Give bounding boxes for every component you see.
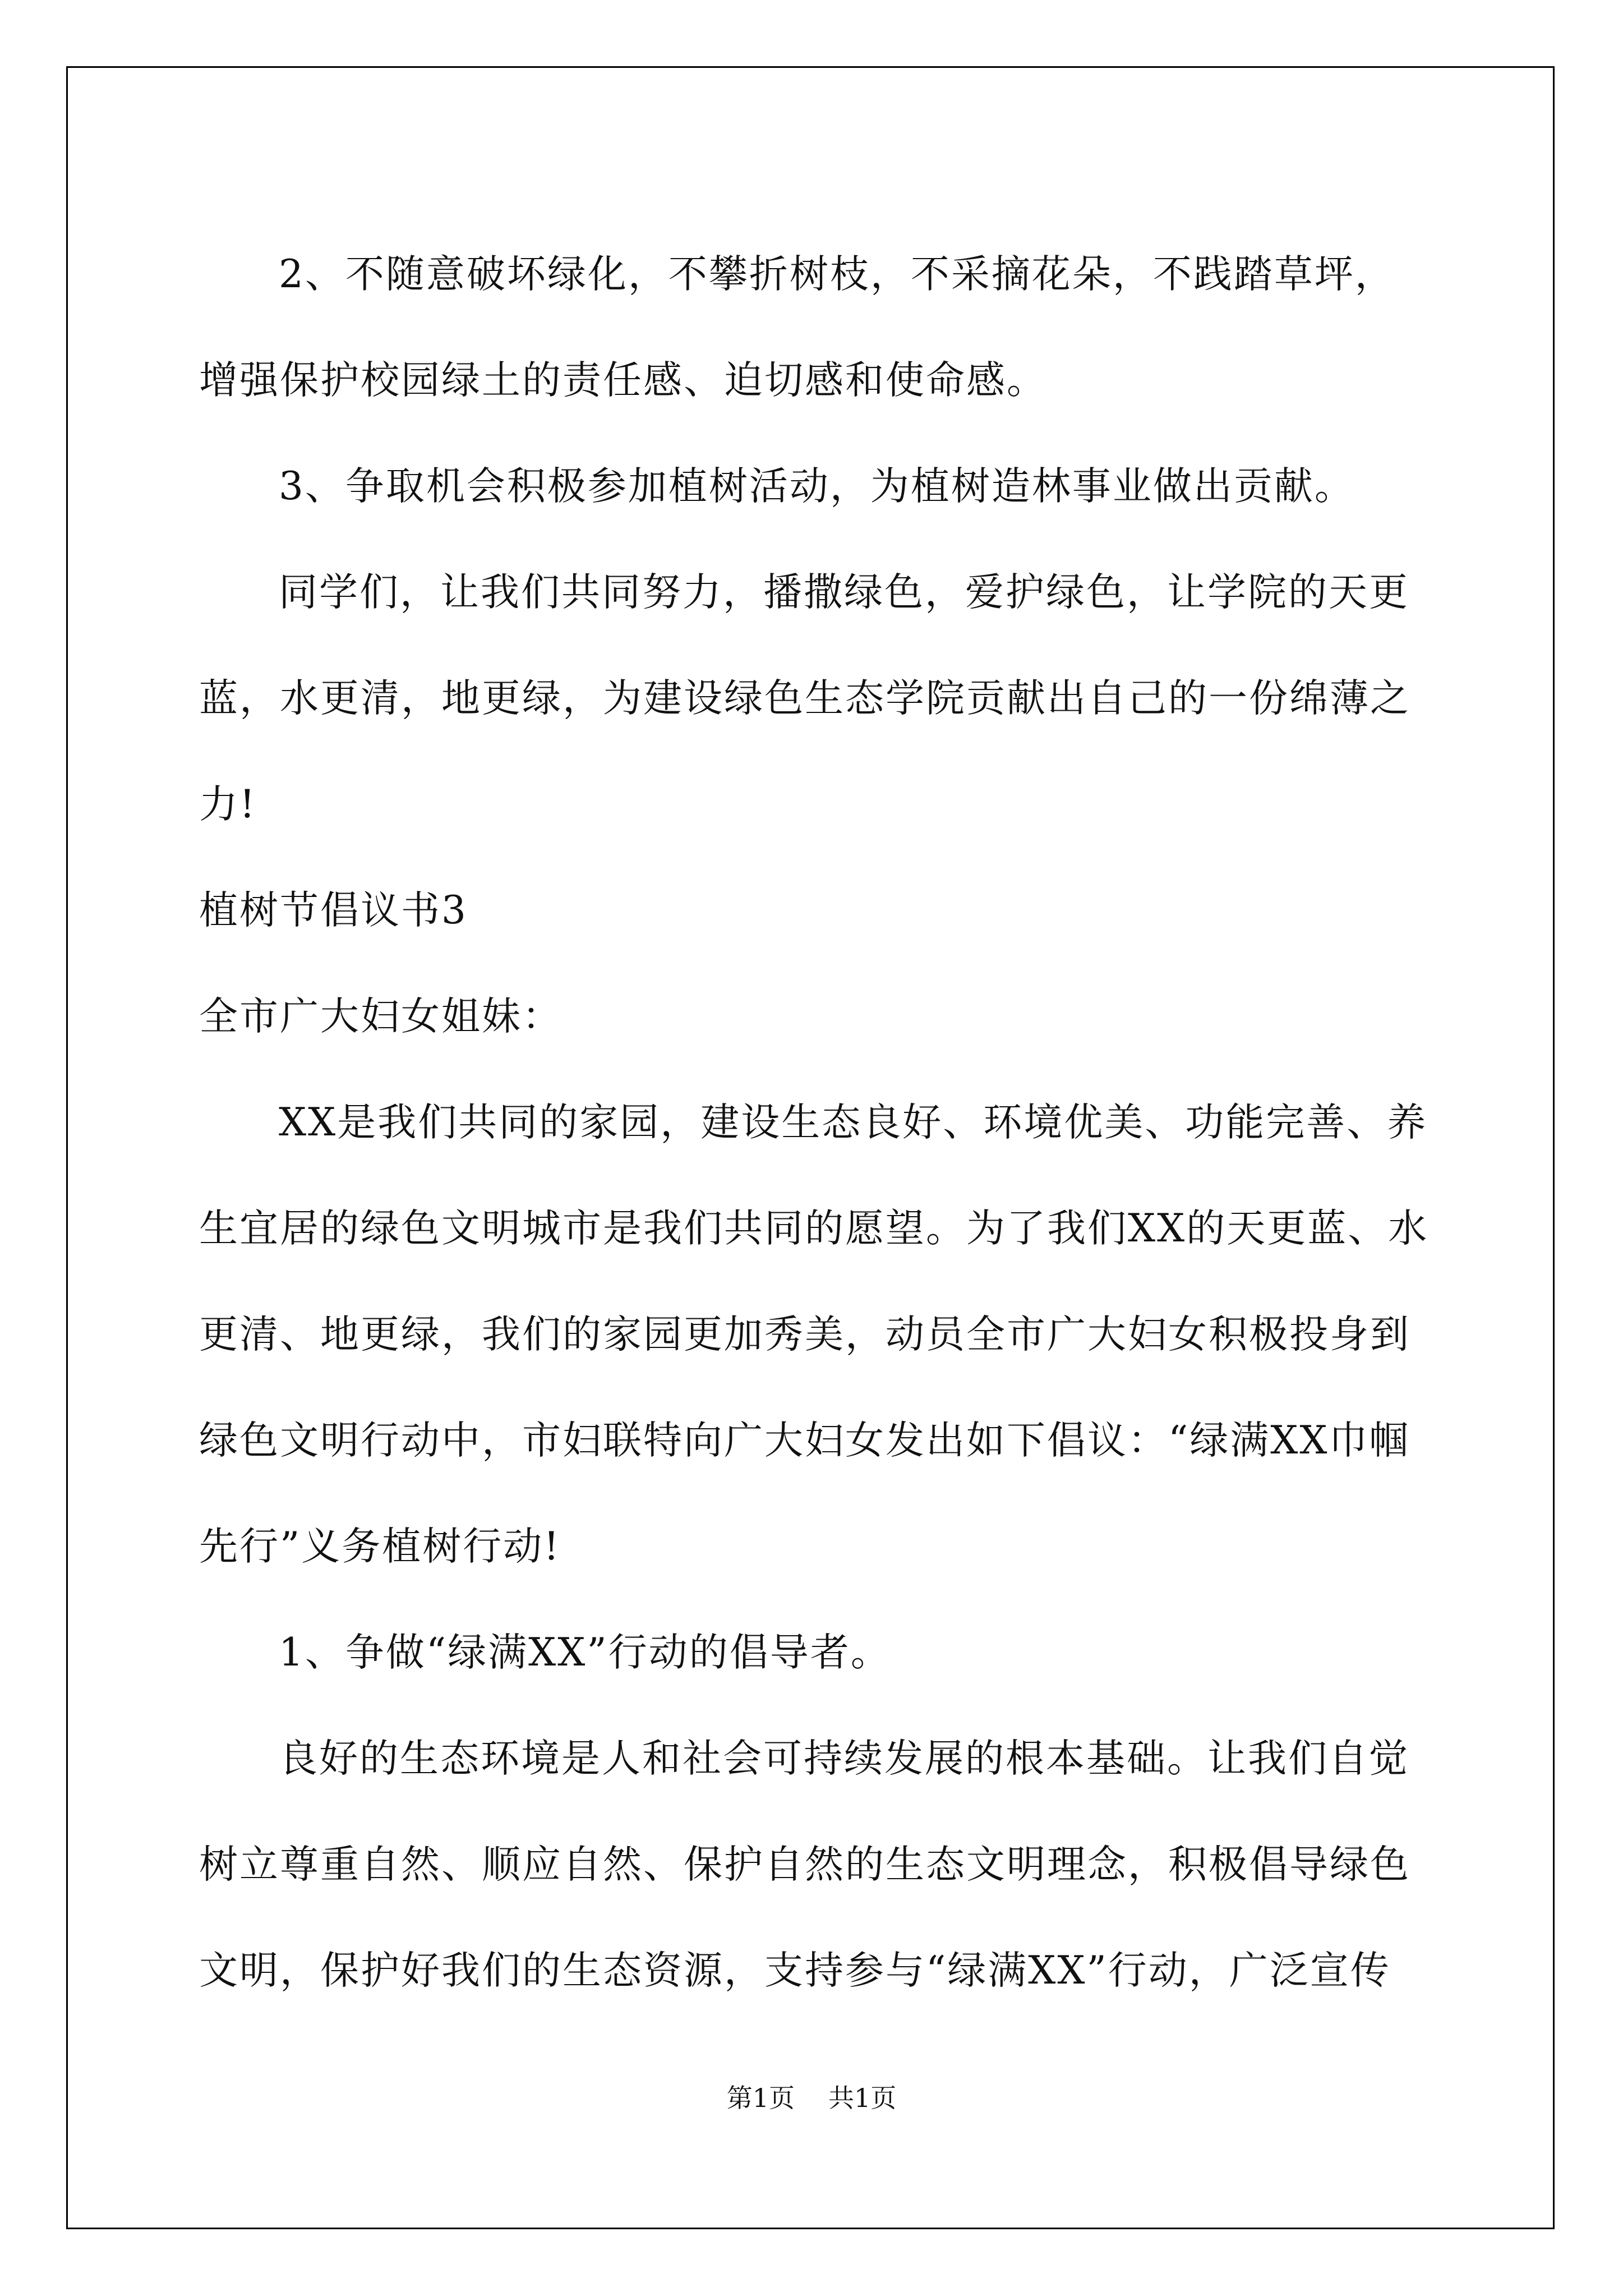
page-total: 共1页 [828,2083,897,2113]
salutation: 全市广大妇女姐妹： [199,994,562,1039]
section-heading: 植树节倡议书3 [199,888,468,933]
paragraph-item-2: 2、不随意破坏绿化，不攀折树枝，不采摘花朵，不践踏草坪，增强保护校园绿土的责任感、迫切感和使命感。 [199,252,1395,403]
paragraph-intro: XX是我们共同的家园，建设生态良好、环境优美、功能完善、养生宜居的绿色文明城市是我们共同的愿望。为了我们XX的天更蓝、水更清、地更绿，我们的家园更加秀美，动员全市广大妇女积极投身到绿色文明行动中，市妇联特向广大妇女发出如下倡议：“绿满XX巾帼先行”义务植树行动! [199,1100,1429,1569]
page-footer [0,2078,1623,2115]
document-body [199,222,1433,2024]
page-number: 第1页 [726,2083,795,2113]
paragraph-closing-call: 同学们，让我们共同努力，播撒绿色，爱护绿色，让学院的天更蓝，水更清，地更绿，为建设绿色生态学院贡献出自己的一份绵薄之力! [199,570,1410,827]
paragraph-item-3: 3、争取机会积极参加植树活动，为植树造林事业做出贡献。 [279,464,1355,509]
paragraph-body: 良好的生态环境是人和社会可持续发展的根本基础。让我们自觉树立尊重自然、顺应自然、保护自然的生态文明理念，积极倡导绿色文明，保护好我们的生态资源，支持参与“绿满XX”行动，广泛宣传 [199,1736,1410,1993]
paragraph-item-1: 1、争做“绿满XX”行动的倡导者。 [279,1630,891,1675]
